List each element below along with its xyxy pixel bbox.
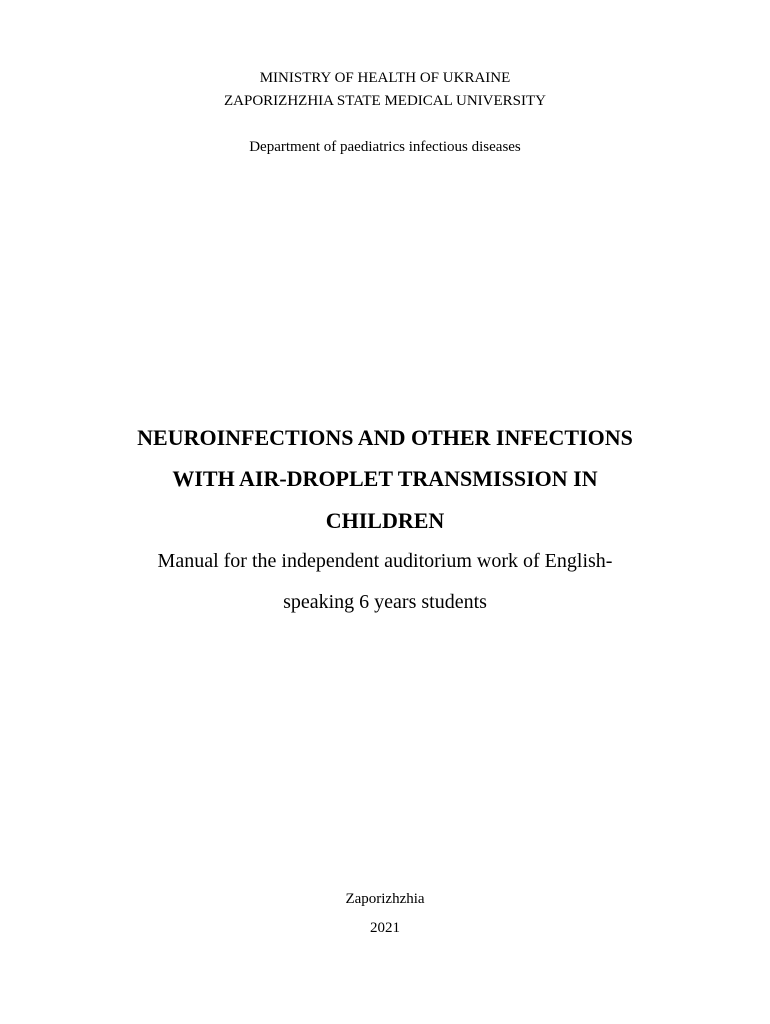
subtitle-line-2: speaking 6 years students [283, 591, 487, 613]
title-line-1: NEUROINFECTIONS AND OTHER INFECTIONS [137, 425, 633, 450]
department-heading: Department of paediatrics infectious diseases [249, 139, 521, 155]
city-label: Zaporizhzhia [345, 891, 425, 907]
title-line-3: CHILDREN [325, 508, 445, 533]
year-label: 2021 [370, 920, 400, 936]
subtitle-line-1: Manual for the independent auditorium work of English- [157, 550, 613, 572]
ministry-heading: MINISTRY OF HEALTH OF UKRAINE [259, 70, 511, 86]
title-line-2: WITH AIR-DROPLET TRANSMISSION IN [172, 466, 598, 491]
university-heading: ZAPORIZHZHIA STATE MEDICAL UNIVERSITY [224, 93, 546, 109]
